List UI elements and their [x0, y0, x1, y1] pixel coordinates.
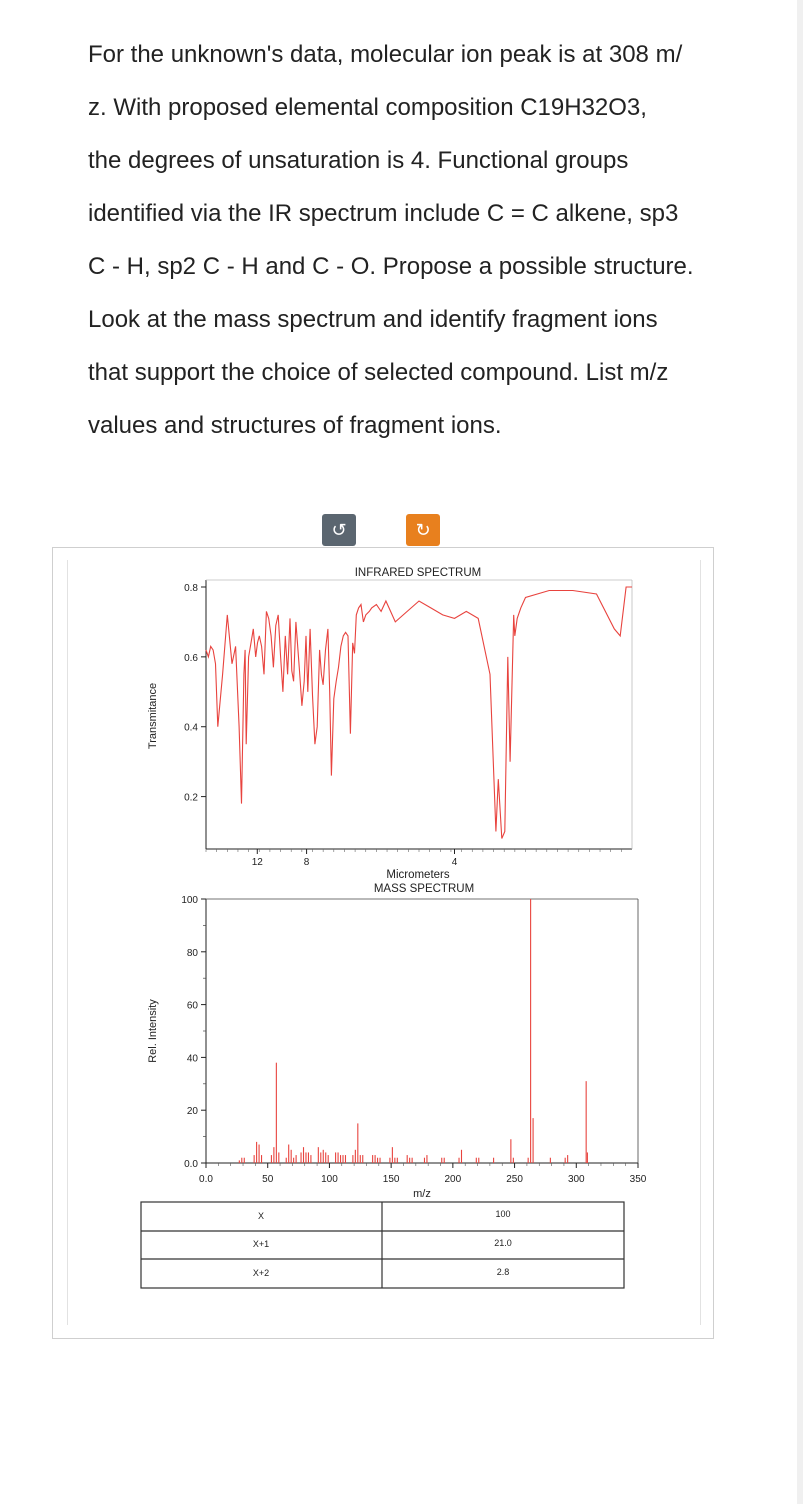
ms-y-ticks	[181, 895, 206, 1170]
ms-y-axis-label: Rel. Intensity	[147, 999, 159, 1063]
ir-x-tick-label: 12	[251, 857, 263, 868]
table-row-value: 21.0	[494, 1238, 512, 1248]
ir-y-tick-label: 0.2	[184, 792, 198, 804]
isotope-table	[141, 1202, 624, 1288]
ms-x-tick-label: 350	[629, 1174, 647, 1185]
ir-y-axis-label: Transmitance	[147, 682, 159, 750]
ir-y-tick-label: 0.4	[184, 722, 198, 734]
question-line: identified via the IR spectrum include C = C alkene, sp3	[88, 200, 679, 227]
table-row-label: X+2	[252, 1268, 270, 1278]
table-row-value: 2.8	[496, 1267, 510, 1277]
ir-spectrum-line	[206, 587, 632, 839]
ms-peaks	[239, 899, 587, 1163]
ms-x-tick-label: 200	[444, 1174, 462, 1185]
table-row-label: X	[257, 1211, 265, 1221]
rotate-left-icon: ↺	[331, 519, 347, 540]
ms-y-tick-label: 0.0	[184, 1159, 198, 1170]
ir-y-tick-label: 0.8	[184, 582, 198, 594]
ms-chart-title: MASS SPECTRUM	[373, 883, 475, 895]
rotate-right-icon: ↻	[415, 519, 431, 540]
ms-x-tick-label: 250	[506, 1174, 523, 1185]
ir-chart	[147, 567, 632, 881]
ir-x-ticks	[206, 849, 621, 868]
question-line: C - H, sp2 C - H and C - O. Propose a possible structure.	[88, 253, 694, 280]
question-line: z. With proposed elemental composition C19H32O3,	[88, 94, 647, 121]
question-line: values and structures of fragment ions.	[88, 412, 502, 439]
table-row-value: 100	[495, 1209, 511, 1219]
ms-chart	[147, 883, 647, 1200]
ir-x-axis-label: Micrometers	[386, 869, 450, 881]
question-line: For the unknown's data, molecular ion peak is at 308 m/	[88, 41, 683, 68]
ms-y-tick-label: 20	[186, 1106, 198, 1118]
ms-x-tick-label: 50	[262, 1174, 274, 1185]
ir-y-ticks	[184, 583, 206, 804]
ms-x-tick-label: 150	[382, 1174, 400, 1185]
ms-x-axis-label: m/z	[413, 1188, 431, 1200]
ir-chart-title: INFRARED SPECTRUM	[354, 567, 482, 579]
ms-y-tick-label: 60	[186, 1000, 198, 1012]
ms-y-tick-label: 100	[181, 895, 198, 906]
question-line: the degrees of unsaturation is 4. Functional groups	[88, 147, 629, 174]
question-line: Look at the mass spectrum and identify fragment ions	[88, 306, 658, 333]
ms-x-tick-label: 300	[567, 1174, 585, 1185]
ir-y-tick-label: 0.6	[184, 652, 198, 664]
ms-x-tick-label: 100	[321, 1174, 338, 1185]
table-row-label: X+1	[252, 1239, 270, 1249]
question-line: that support the choice of selected compound. List m/z	[88, 359, 669, 386]
ir-x-tick-label: 4	[451, 857, 458, 868]
ms-y-tick-label: 80	[186, 947, 198, 959]
ms-x-tick-label: 0.0	[199, 1174, 213, 1185]
ms-x-ticks	[199, 1163, 647, 1185]
ir-x-tick-label: 8	[303, 857, 310, 868]
ms-y-tick-label: 40	[186, 1053, 198, 1065]
page-scroll-edge	[797, 0, 803, 1504]
